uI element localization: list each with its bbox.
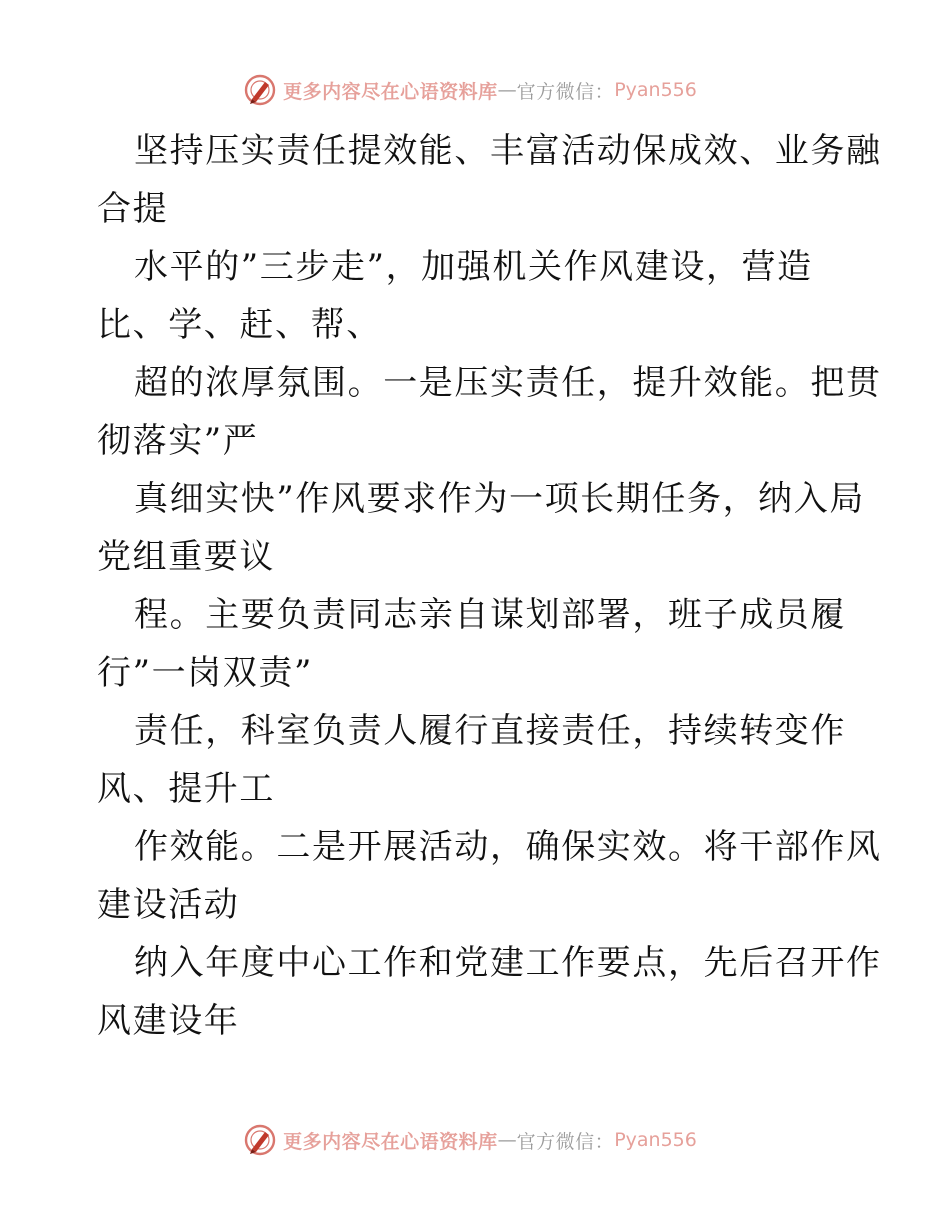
watermark-dash: —: [497, 1129, 517, 1151]
body-line: 党组重要议: [97, 537, 275, 577]
watermark-brand-text: 更多内容尽在心语资料库: [283, 80, 498, 103]
watermark-wechat-label: 官方微信：: [516, 80, 615, 103]
watermark-dash: —: [497, 79, 517, 101]
body-line: 真细实快”作风要求作为一项长期任务，纳入局: [134, 479, 865, 519]
body-line: 风、提升工: [97, 769, 275, 809]
pen-logo-icon: [243, 1123, 277, 1157]
body-line: 建设活动: [97, 885, 240, 925]
footer-watermark: [0, 1120, 950, 1160]
body-line: 行”一岗双责”: [97, 653, 313, 693]
document-body: [97, 122, 887, 1050]
watermark-wechat-id: Pyan556: [614, 1129, 697, 1151]
body-line: 程。主要负责同志亲自谋划部署，班子成员履: [134, 595, 846, 635]
body-line: 彻落实”严: [97, 421, 259, 461]
pen-logo-icon: [243, 73, 277, 107]
body-line: 比、学、赶、帮、: [97, 305, 382, 345]
body-line: 水平的”三步走”，加强机关作风建设，营造: [134, 247, 813, 287]
body-line: 作效能。二是开展活动，确保实效。将干部作风: [134, 827, 882, 867]
watermark-wechat-label: 官方微信：: [516, 1130, 615, 1153]
body-line: 纳入年度中心工作和党建工作要点，先后召开作: [134, 943, 882, 983]
body-line: 超的浓厚氛围。一是压实责任，提升效能。把贯: [134, 363, 882, 403]
watermark-wechat-id: Pyan556: [614, 79, 697, 101]
watermark-brand-text: 更多内容尽在心语资料库: [283, 1130, 498, 1153]
body-line: 合提: [97, 189, 169, 229]
header-watermark: [0, 70, 950, 110]
body-line: 责任，科室负责人履行直接责任，持续转变作: [134, 711, 846, 751]
body-line: 坚持压实责任提效能、丰富活动保成效、业务融: [134, 131, 882, 171]
body-line: 风建设年: [97, 1001, 240, 1041]
